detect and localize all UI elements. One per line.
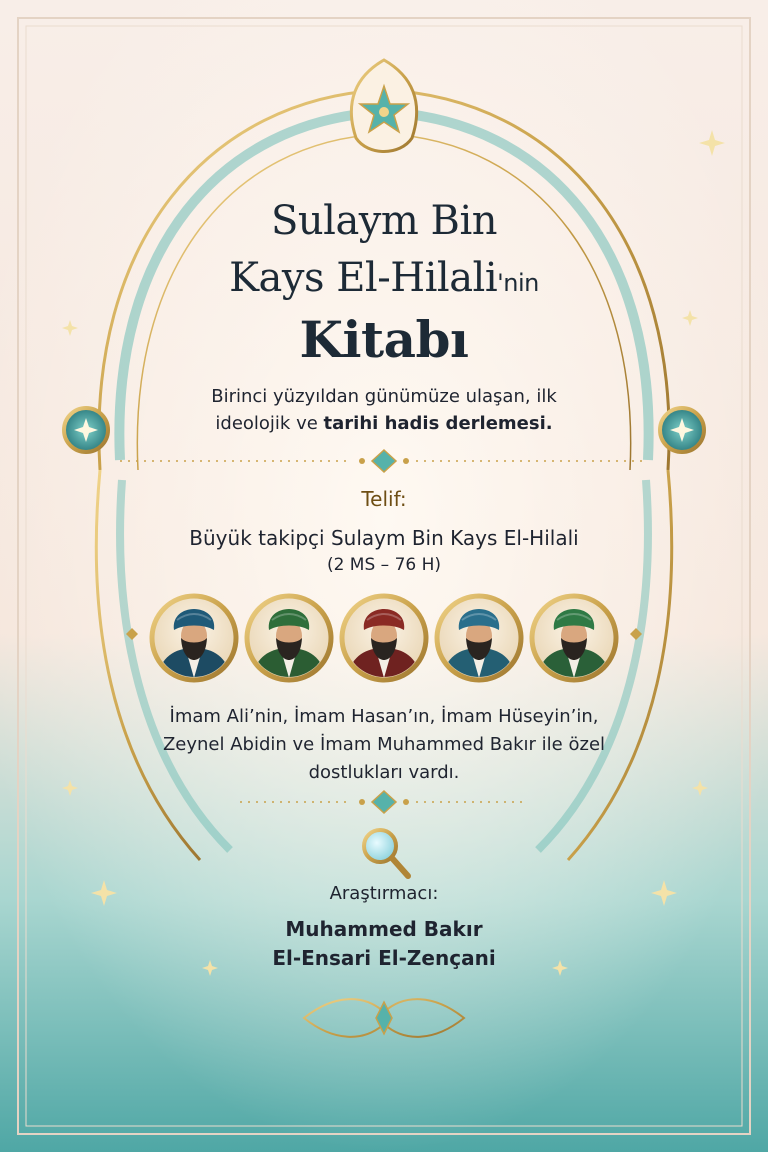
description-line-3: dostlukları vardı.	[308, 762, 460, 783]
researcher-label: Araştırmacı:	[329, 883, 439, 904]
title-line-1: Sulaym Bin	[271, 198, 497, 244]
title-line-2	[0, 255, 768, 301]
author-name: Büyük takipçi Sulaym Bin Kays El-Hilali	[189, 526, 579, 550]
portrait-medallion	[152, 596, 236, 682]
subtitle-line-2	[0, 413, 768, 434]
subtitle-line-2-plain: ideolojik ve	[215, 413, 324, 434]
portrait-medallion	[247, 596, 331, 682]
subtitle-line-2-bold: tarihi hadis derlemesi.	[323, 413, 553, 434]
portrait-medallion	[437, 596, 521, 682]
description-line-2: Zeynel Abidin ve İmam Muhammed Bakır ile özel	[162, 734, 606, 755]
portrait-medallion	[532, 596, 616, 682]
title-line-2-main: Kays El-Hilali	[229, 255, 498, 301]
author-label: Telif:	[361, 487, 407, 511]
researcher-name-line-2: El-Ensari El-Zençani	[272, 946, 496, 970]
description-line-1: İmam Ali’nin, İmam Hasan’ın, İmam Hüseyin’in,	[169, 706, 599, 727]
portrait-medallion	[342, 596, 426, 682]
title-line-3: Kitabı	[299, 310, 469, 369]
title-line-2-suffix: 'nin	[497, 269, 539, 297]
author-dates: (2 MS – 76 H)	[326, 555, 442, 575]
researcher-name-line-1: Muhammed Bakır	[285, 917, 483, 941]
subtitle-line-1: Birinci yüzyıldan günümüze ulaşan, ilk	[211, 386, 557, 407]
